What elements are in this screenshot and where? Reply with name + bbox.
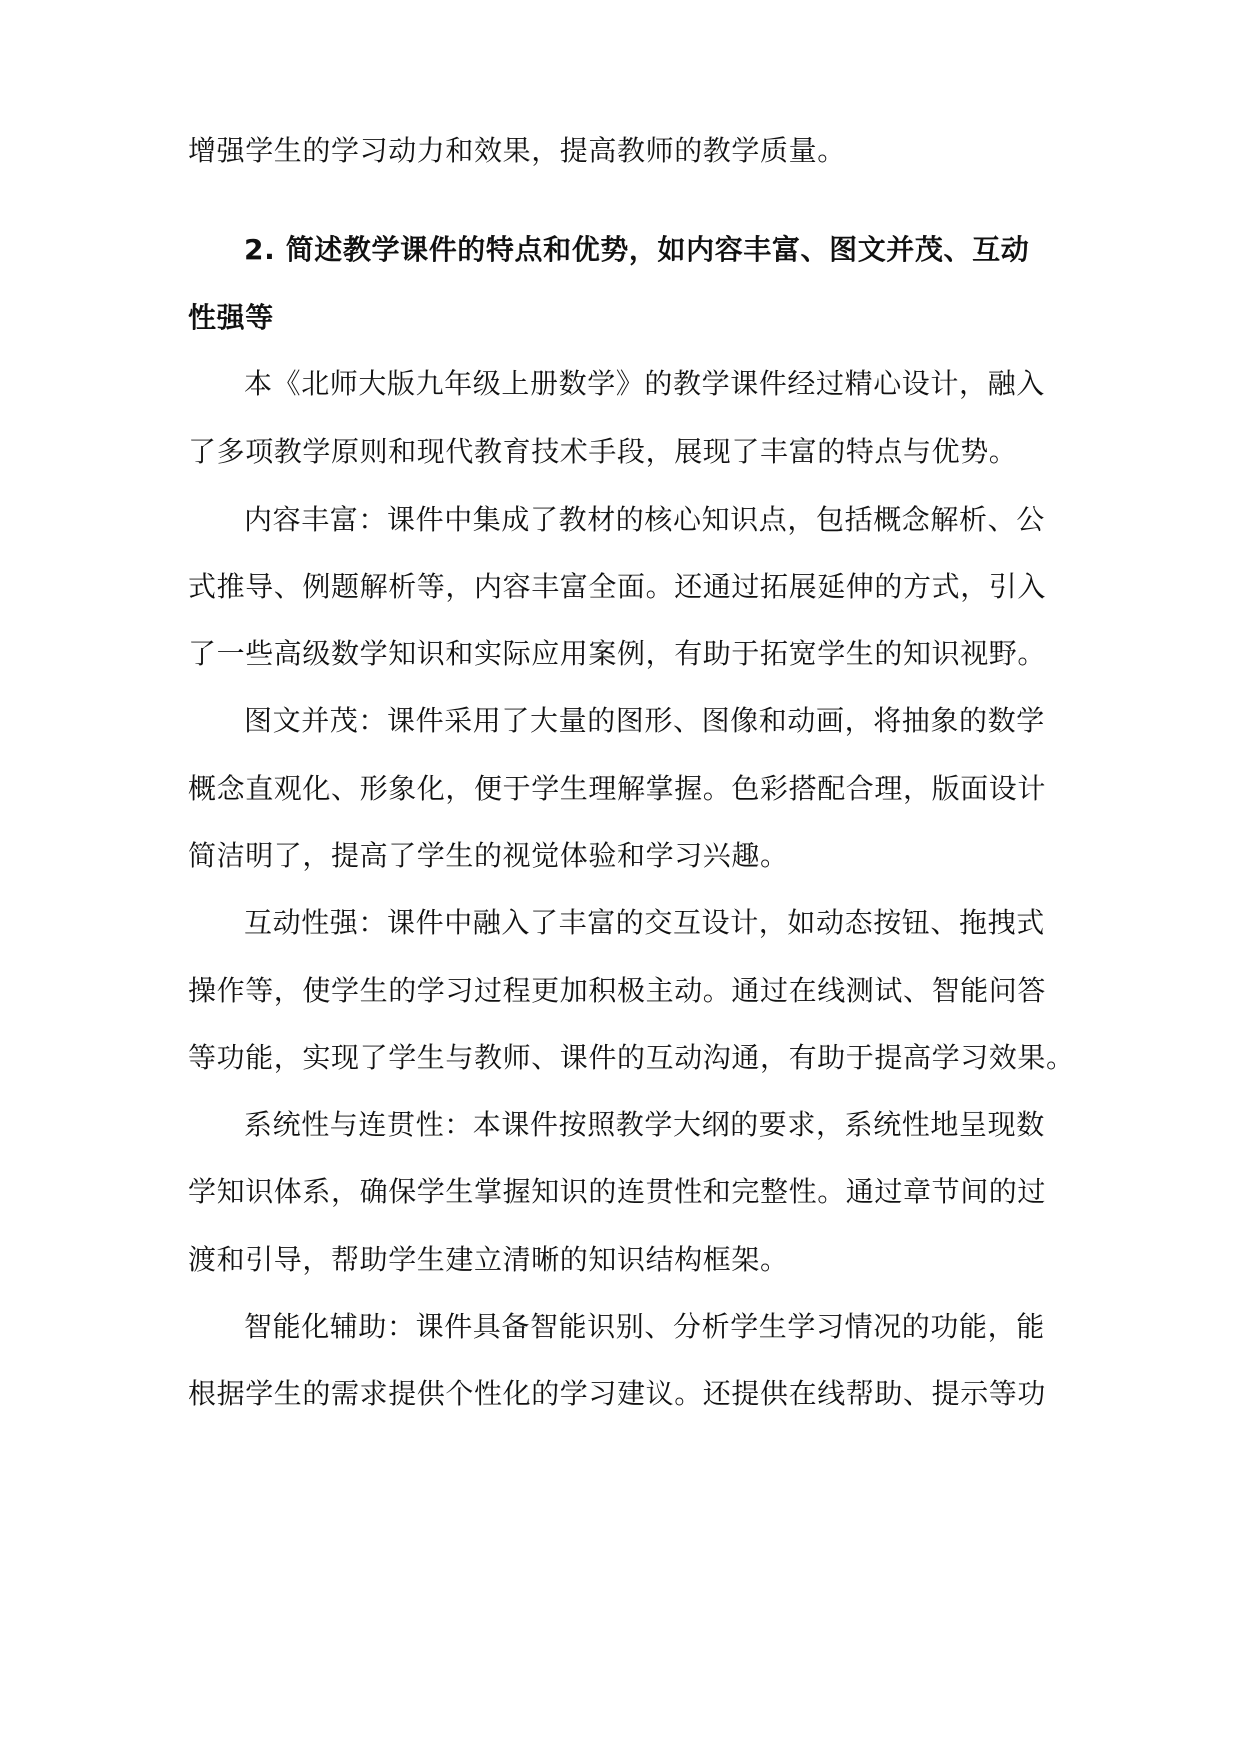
content-rich-line-3: 了一些高级数学知识和实际应用案例，有助于拓宽学生的知识视野。 <box>188 637 1047 670</box>
overview-line-1: 本《北师大版九年级上册数学》的教学课件经过精心设计，融入 <box>244 367 1045 400</box>
systematic-line-3: 渡和引导，帮助学生建立清晰的知识结构框架。 <box>188 1243 789 1276</box>
illustrated-line-3: 简洁明了，提高了学生的视觉体验和学习兴趣。 <box>188 839 789 872</box>
interactive-line-2: 操作等，使学生的学习过程更加积极主动。通过在线测试、智能问答 <box>188 974 1047 1007</box>
systematic-line-2: 学知识体系，确保学生掌握知识的连贯性和完整性。通过章节间的过 <box>188 1175 1047 1208</box>
content-rich-line-1: 内容丰富：课件中集成了教材的核心知识点，包括概念解析、公 <box>244 503 1045 536</box>
section-heading-line-2: 性强等 <box>188 301 274 334</box>
systematic-line-1: 系统性与连贯性：本课件按照教学大纲的要求，系统性地呈现数 <box>244 1108 1045 1141</box>
section-number: 2. <box>244 233 276 266</box>
interactive-line-1: 互动性强：课件中融入了丰富的交互设计，如动态按钮、拖拽式 <box>244 906 1045 939</box>
content-rich-line-2: 式推导、例题解析等，内容丰富全面。还通过拓展延伸的方式，引入 <box>188 570 1047 603</box>
section-heading-line-1 <box>244 230 1064 270</box>
intro-tail-line: 增强学生的学习动力和效果，提高教师的教学质量。 <box>188 134 846 167</box>
smart-line-2: 根据学生的需求提供个性化的学习建议。还提供在线帮助、提示等功 <box>188 1377 1047 1410</box>
smart-line-1: 智能化辅助：课件具备智能识别、分析学生学习情况的功能，能 <box>244 1310 1045 1343</box>
overview-line-2: 了多项教学原则和现代教育技术手段，展现了丰富的特点与优势。 <box>188 435 1018 468</box>
section-heading-text: 简述教学课件的特点和优势，如内容丰富、图文并茂、互动 <box>285 233 1030 266</box>
illustrated-line-1: 图文并茂：课件采用了大量的图形、图像和动画，将抽象的数学 <box>244 704 1045 737</box>
illustrated-line-2: 概念直观化、形象化，便于学生理解掌握。色彩搭配合理，版面设计 <box>188 772 1047 805</box>
interactive-line-3: 等功能，实现了学生与教师、课件的互动沟通，有助于提高学习效果。 <box>188 1041 1075 1074</box>
